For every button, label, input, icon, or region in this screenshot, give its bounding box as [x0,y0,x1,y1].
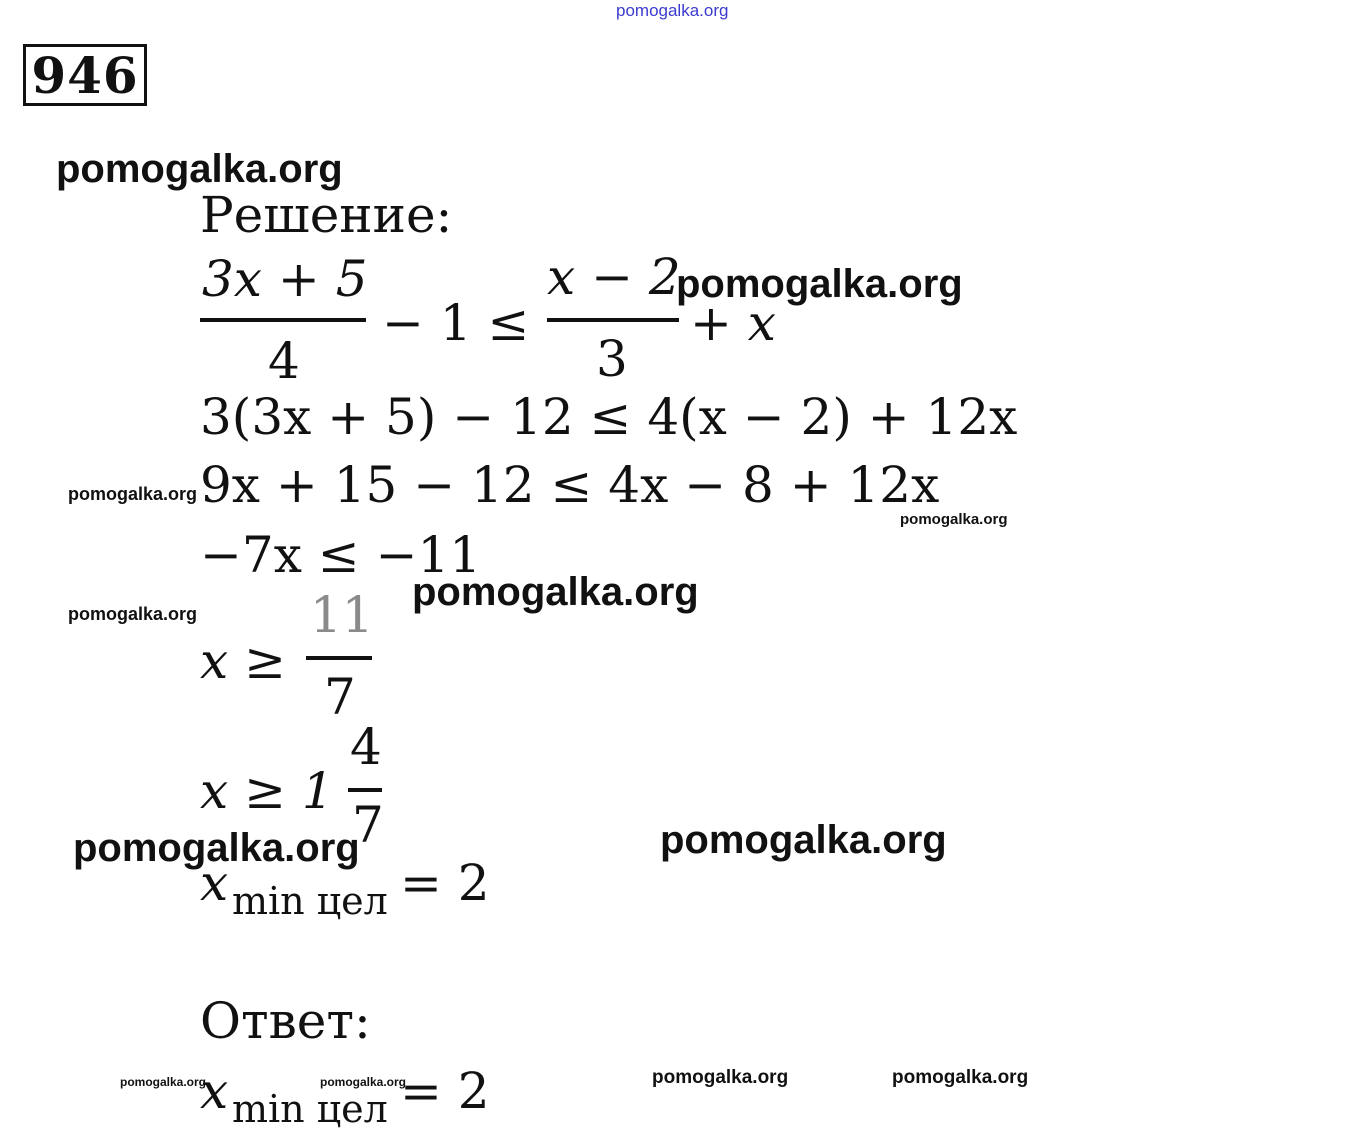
watermark-2: pomogalka.org [676,262,963,306]
watermark-4: pomogalka.org [900,511,1008,528]
step6-fraction-bar [348,788,382,792]
step1-fraction-bar-left [200,318,366,322]
step1-numerator-left: 3x + 5 [202,250,368,308]
watermark-1: pomogalka.org [56,147,343,191]
watermark-3: pomogalka.org [68,484,198,504]
step7-rhs: = 2 [400,854,490,912]
step6-lhs: x ≥ 1 [200,762,334,820]
step1-numerator-right: x − 2 [547,248,681,306]
watermark-9: pomogalka.org [120,1075,207,1089]
watermark-12: pomogalka.org [892,1067,1029,1088]
watermark-5: pomogalka.org [412,570,699,614]
step7-subscript: min цел [232,879,388,923]
solution-heading: Решение: [200,186,453,244]
watermark-top: pomogalka.org [616,1,729,20]
step1-middle: − 1 ≤ [382,294,530,352]
step1-fraction-bar-right [547,318,679,322]
watermark-10: pomogalka.org [320,1075,407,1089]
step5-denominator: 7 [324,668,356,726]
step3-equation: 9x + 15 − 12 ≤ 4x − 8 + 12x [200,456,940,514]
step1-denominator-left: 4 [268,332,300,390]
step1-tail: + x [690,294,776,352]
watermark-7: pomogalka.org [73,826,360,870]
step6-numerator: 4 [350,718,382,776]
step1-denominator-right: 3 [596,330,628,388]
answer-subscript: min цел [232,1087,388,1131]
answer-variable: x [200,1062,229,1120]
watermark-11: pomogalka.org [652,1067,789,1088]
step4-equation: −7x ≤ −11 [200,526,482,584]
problem-number: 946 [23,44,147,106]
step5-numerator: 11 [310,586,374,644]
step5-lhs: x ≥ [200,632,286,690]
step7-variable: x [200,854,229,912]
step6-denominator: 7 [352,796,384,854]
step2-equation: 3(3x + 5) − 12 ≤ 4(x − 2) + 12x [200,388,1018,446]
step5-fraction-bar [306,656,372,660]
answer-heading: Ответ: [200,992,371,1050]
watermark-8: pomogalka.org [660,818,947,862]
watermark-6: pomogalka.org [68,604,198,624]
answer-rhs: = 2 [400,1062,490,1120]
